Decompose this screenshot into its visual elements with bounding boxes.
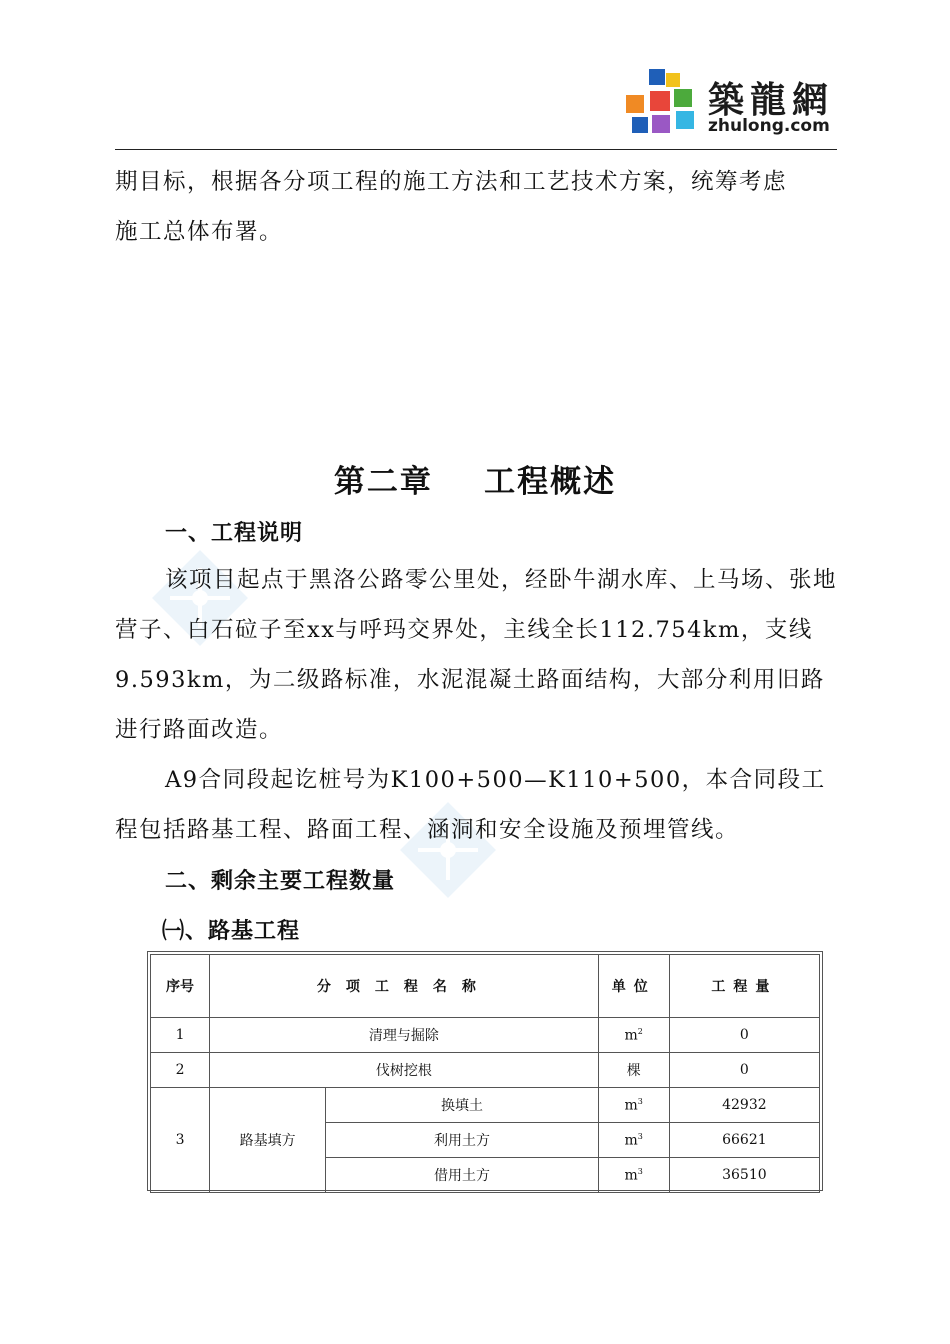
header-item-name: 分项工程名称 (210, 955, 599, 1018)
cell-quantity: 36510 (669, 1158, 819, 1193)
subsection-heading-1: ㈠、路基工程 (162, 919, 301, 944)
cell-seq: 2 (151, 1053, 210, 1088)
intro-line-2: 施工总体布署。 (115, 219, 284, 245)
cell-unit: $m^3$ (598, 1088, 669, 1123)
header-divider (115, 149, 837, 150)
zhulong-logo (622, 66, 837, 144)
cell-unit: $m^3$ (598, 1123, 669, 1158)
cell-quantity: 0 (669, 1018, 819, 1053)
table-row (151, 1053, 820, 1088)
table-row (151, 1088, 820, 1123)
table-header-row (151, 955, 820, 1018)
cell-unit: $m^2$ (598, 1018, 669, 1053)
cell-seq: 3 (151, 1088, 210, 1193)
cell-group-name: 路基填方 (210, 1088, 326, 1193)
zhulong-logo-icon (622, 66, 702, 144)
section1-paragraph-1: 该项目起点于黑洛公路零公里处，经卧牛湖水库、上马场、张地营子、白石砬子至xx与呼玛交界处，主线全长112.754km，支线9.593km，为二级路标准，水泥混凝土路面结构，大部分利用旧路进行路面改造。 (115, 567, 838, 743)
logo-chinese-text: 築龍網 (708, 80, 835, 121)
section-heading-2: 二、剩余主要工程数量 (165, 869, 396, 894)
cell-quantity: 42932 (669, 1088, 819, 1123)
cell-quantity: 66621 (669, 1123, 819, 1158)
header-quantity: 工程量 (669, 955, 819, 1018)
header-unit: 单位 (598, 955, 669, 1018)
chapter-title: 第二章 工程概述 (333, 464, 617, 500)
cell-name: 利用土方 (326, 1123, 598, 1158)
cell-name: 借用土方 (326, 1158, 598, 1193)
cell-unit: $m^3$ (598, 1158, 669, 1193)
cell-name: 换填土 (326, 1088, 598, 1123)
section-heading-1: 一、工程说明 (165, 521, 304, 546)
cell-name: 清理与掘除 (210, 1018, 599, 1053)
logo-english-text: zhulong.com (708, 116, 830, 136)
roadbed-quantities-table (147, 951, 823, 1191)
header-seq: 序号 (151, 955, 210, 1018)
table-row (151, 1018, 820, 1053)
section1-paragraph-2: A9合同段起讫桩号为K100+500—K110+500，本合同段工程包括路基工程、路面工程、涵洞和安全设施及预埋管线。 (115, 767, 826, 843)
cell-name: 伐树挖根 (210, 1053, 599, 1088)
cell-unit: 棵 (598, 1053, 669, 1088)
intro-line-1: 期目标，根据各分项工程的施工方法和工艺技术方案，统筹考虑 (115, 169, 788, 195)
cell-seq: 1 (151, 1018, 210, 1053)
cell-quantity: 0 (669, 1053, 819, 1088)
